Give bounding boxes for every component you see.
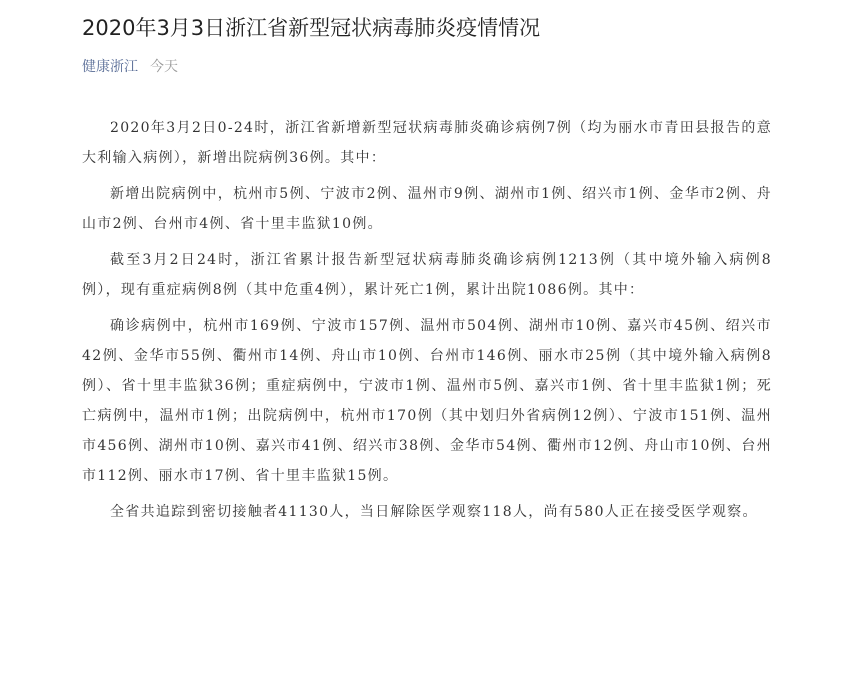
paragraph-regional-breakdown: 确诊病例中，杭州市169例、宁波市157例、温州市504例、湖州市10例、嘉兴市45例、绍兴市42例、金华市55例、衢州市14例、舟山市10例、台州市146例、丽水市25例（其中境外输入病例8例）、省十里丰监狱36例；重症病例中，宁波市1例、温州市5例、嘉兴市1例、省十里丰监狱1例；死亡病例中，温州市1例；出院病例中，杭州市170例（其中划归外省病例12例）、宁波市151例、温州市456例、湖州市10例、嘉兴市41例、绍兴市38例、金华市54例、衢州市12例、舟山市10例、台州市112例、丽水市17例、省十里丰监狱15例。 xyxy=(82,318,772,484)
paragraph-close-contacts: 全省共追踪到密切接触者41130人，当日解除医学观察118人，尚有580人正在接受医学观察。 xyxy=(110,504,758,520)
article-title: 2020年3月3日浙江省新型冠状病毒肺炎疫情情况 xyxy=(82,16,541,40)
paragraph-new-discharges: 新增出院病例中，杭州市5例、宁波市2例、温州市9例、湖州市1例、绍兴市1例、金华市2例、舟山市2例、台州市4例、省十里丰监狱10例。 xyxy=(82,186,772,232)
article-body xyxy=(82,113,772,533)
article-meta xyxy=(82,57,178,77)
publish-date: 今天 xyxy=(150,59,178,75)
paragraph-cumulative-summary: 截至3月2日24时，浙江省累计报告新型冠状病毒肺炎确诊病例1213例（其中境外输入病例8例），现有重症病例8例（其中危重4例），累计死亡1例，累计出院1086例。其中： xyxy=(82,252,772,298)
account-name-link[interactable]: 健康浙江 xyxy=(82,59,138,75)
paragraph-new-cases: 2020年3月2日0-24时，浙江省新增新型冠状病毒肺炎确诊病例7例（均为丽水市青田县报告的意大利输入病例），新增出院病例36例。其中： xyxy=(82,120,772,166)
